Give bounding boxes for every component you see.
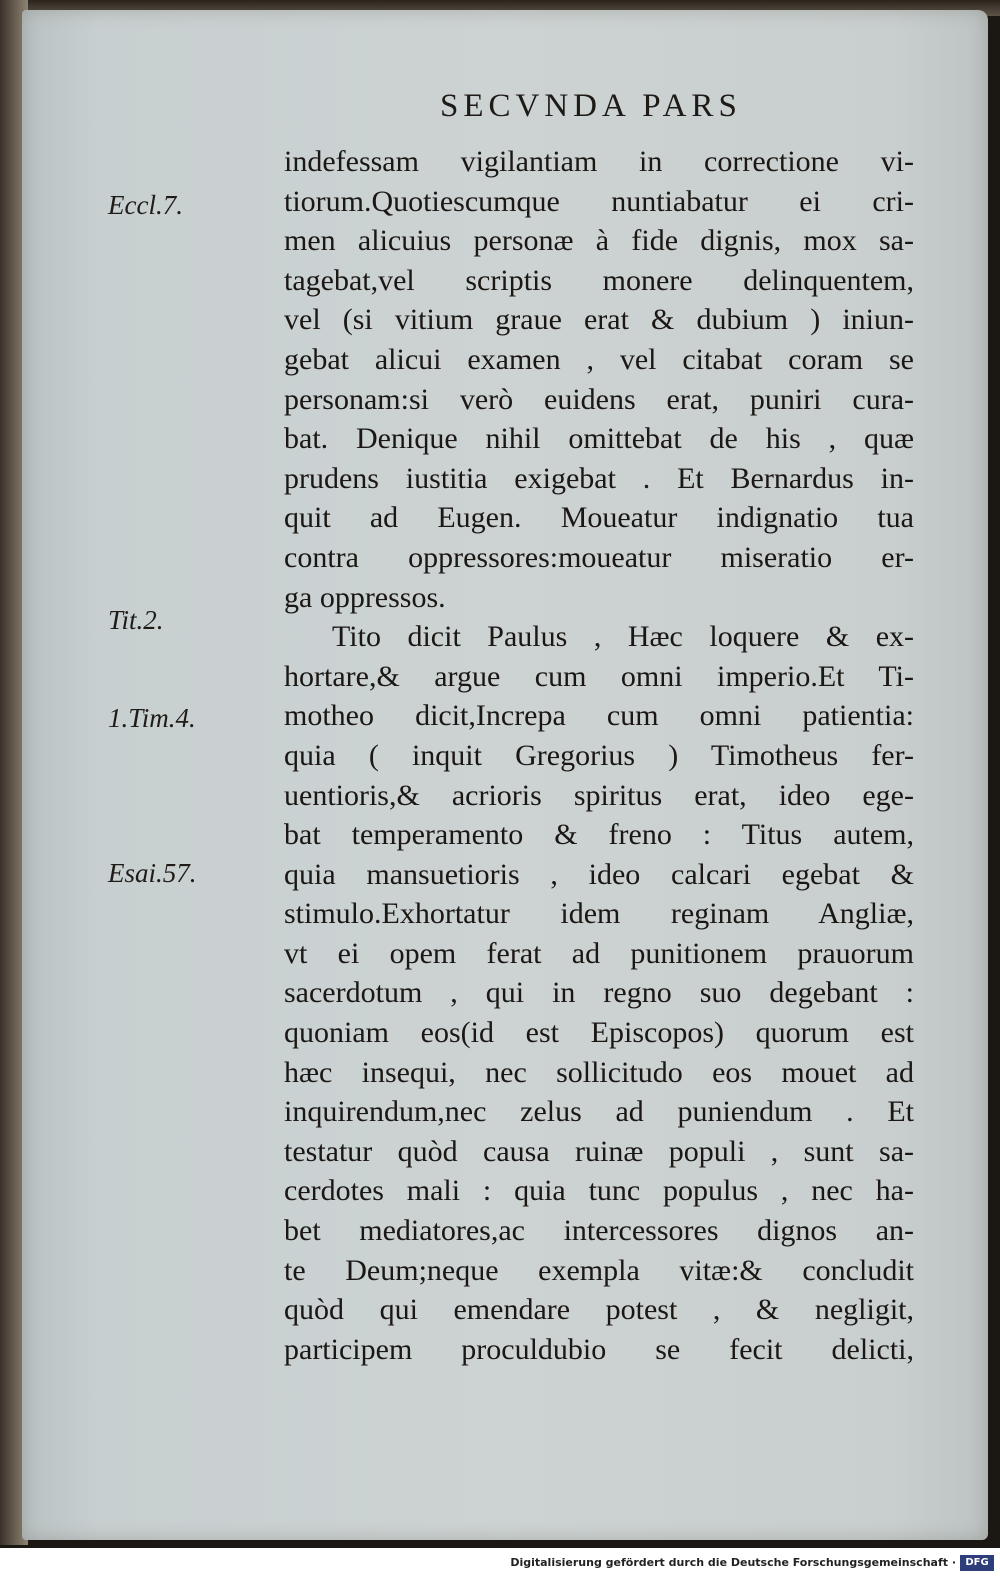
text-line: uentioris,& acrioris spiritus erat, ideo ege- (284, 778, 914, 812)
book-page (22, 10, 988, 1540)
text-line: tiorum.Quotiescumque nuntiabatur ei cri- (284, 184, 914, 218)
text-line: quia mansuetioris , ideo calcari egebat & (284, 857, 914, 891)
text-line: inquirendum,nec zelus ad puniendum . Et (284, 1095, 914, 1129)
text-line: bet mediatores,ac intercessores dignos an- (284, 1214, 914, 1248)
margin-note-tit: Tit.2. (108, 605, 164, 635)
margin-note-esai: Esai.57. (108, 858, 197, 888)
text-line: prudens iustitia exigebat . Et Bernardus in- (284, 461, 914, 495)
margin-note-tim: 1.Tim.4. (108, 703, 196, 733)
dfg-logo: DFG (960, 1555, 994, 1571)
digitization-footer (0, 1548, 1000, 1580)
text-line: quòd qui emendare potest , & negligit, (284, 1293, 914, 1327)
text-line: hortare,& argue cum omni imperio.Et Ti- (284, 659, 914, 693)
text-line: ga oppressos. (284, 580, 446, 614)
text-line: vt ei opem ferat ad punitionem prauorum (284, 936, 914, 970)
text-line: men alicuius personæ à fide dignis, mox sa- (284, 224, 914, 258)
text-line: testatur quòd causa ruinæ populi , sunt sa- (284, 1134, 914, 1168)
text-line: cerdotes mali : quia tunc populus , nec ha- (284, 1174, 914, 1208)
text-line: te Deum;neque exempla vitæ:& concludit (284, 1253, 914, 1287)
text-line: hæc insequi, nec sollicitudo eos mouet ad (284, 1055, 914, 1089)
text-line: Tito dicit Paulus , Hæc loquere & ex- (332, 620, 914, 654)
text-line: motheo dicit,Increpa cum omni patientia: (284, 699, 914, 733)
text-line: quoniam eos(id est Episcopos) quorum est (284, 1016, 914, 1050)
text-line: participem proculdubio se fecit delicti, (284, 1332, 914, 1366)
text-line: bat temperamento & freno : Titus autem, (284, 818, 914, 852)
text-line: quia ( inquit Gregorius ) Timotheus fer- (284, 738, 914, 772)
text-line: stimulo.Exhortatur idem reginam Angliæ, (284, 897, 914, 931)
text-line: bat. Denique nihil omittebat de his , quæ (284, 422, 914, 456)
text-line: personam:si verò euidens erat, puniri cura- (284, 382, 914, 416)
text-line: gebat alicui examen , vel citabat coram se (284, 342, 914, 376)
text-line: vel (si vitium graue erat & dubium ) iniun- (284, 303, 914, 337)
margin-note-eccl: Eccl.7. (108, 190, 183, 220)
running-head: SECVNDA PARS (440, 88, 742, 124)
body-text (284, 142, 914, 1369)
text-line: sacerdotum , qui in regno suo degebant : (284, 976, 914, 1010)
text-line: quit ad Eugen. Moueatur indignatio tua (284, 501, 914, 535)
text-line: tagebat,vel scriptis monere delinquentem, (284, 263, 914, 297)
margin-notes (22, 10, 262, 1540)
text-line: indefessam vigilantiam in correctione vi- (284, 145, 914, 178)
text-line: contra oppressores:moueatur miseratio er- (284, 540, 914, 574)
funding-credit: Digitalisierung gefördert durch die Deutsche Forschungsgemeinschaft · (510, 1556, 956, 1569)
